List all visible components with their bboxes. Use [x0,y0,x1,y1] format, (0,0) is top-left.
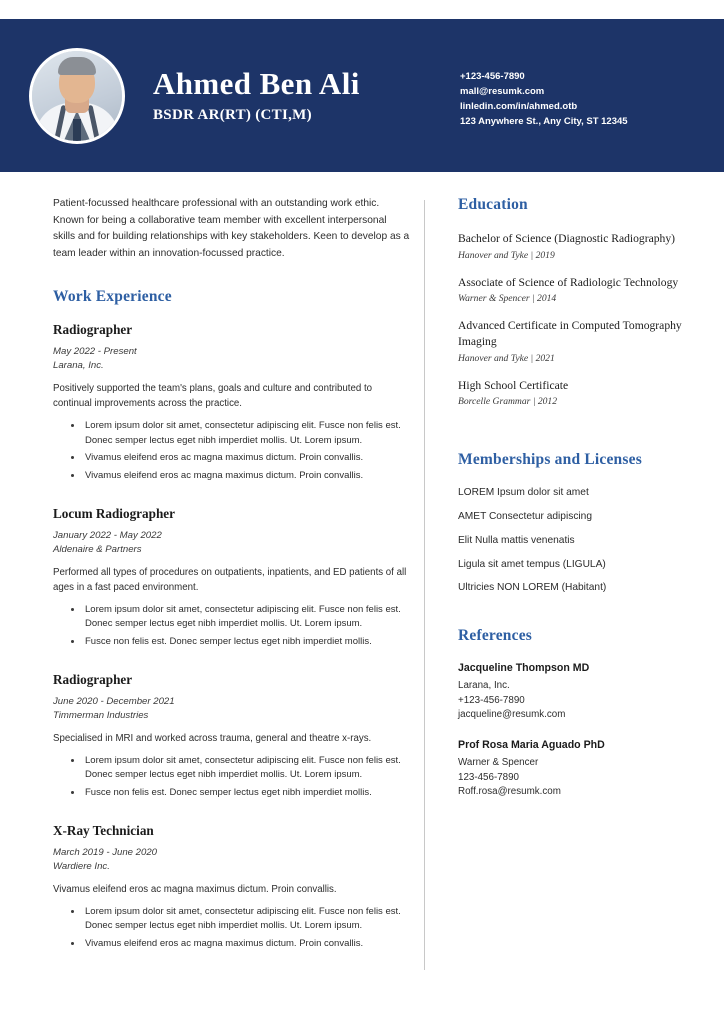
education-degree: Associate of Science of Radiologic Technology [458,275,679,289]
job-organization: Aldenaire & Partners [53,543,142,555]
reference-email[interactable]: Roff.rosa@resumk.com [458,786,561,798]
list-item: Elit Nulla mattis venenatis [458,534,575,546]
job-organization: Larana, Inc. [53,359,104,371]
education-meta: Warner & Spencer | 2014 [458,293,557,305]
experience-item [53,322,410,484]
education-item [458,275,700,305]
reference-item [458,662,700,723]
education-item [458,318,700,363]
reference-phone: 123-456-7890 [458,771,520,783]
work-experience-heading: Work Experience [53,288,172,306]
reference-phone: +123-456-7890 [458,694,525,706]
resume-body [0,196,724,970]
right-column [425,196,724,970]
reference-item [458,739,700,800]
job-bullets [53,603,410,650]
contact-linkedin[interactable]: linledin.com/in/ahmed.otb [460,100,578,112]
references-heading: References [458,627,533,645]
education-item [458,231,700,261]
list-item: LOREM Ipsum dolor sit amet [458,487,589,499]
memberships-heading: Memberships and Licenses [458,451,642,469]
memberships-list [458,486,700,595]
list-item: Lorem ipsum dolor sit amet, consectetur adipiscing elit. Fusce non felis est. Donec semper lectus eget nibh imperdiet mollis. Ut. Lorem ipsum. [71,603,410,632]
job-title: Radiographer [53,671,133,687]
job-organization: Timmerman Industries [53,709,149,721]
contact-address: 123 Anywhere St., Any City, ST 12345 [460,115,628,127]
job-description: Performed all types of procedures on outpatients, inpatients, and ED patients of all ages in a fast paced environment. [53,566,407,593]
list-item: Ultricies NON LOREM (Habitant) [458,582,607,594]
experience-item [53,506,410,650]
name-block [153,67,460,123]
list-item: Vivamus eleifend eros ac magna maximus dictum. Proin convallis. [71,469,410,484]
avatar-tie [73,119,81,141]
spacer [458,421,700,451]
list-item: Lorem ipsum dolor sit amet, consectetur adipiscing elit. Fusce non felis est. Donec semper lectus eget nibh imperdiet mollis. Ut. Lorem ipsum. [71,419,410,448]
spacer [458,605,700,627]
contact-phone: +123-456-7890 [460,70,525,82]
education-degree: High School Certificate [458,378,569,392]
job-bullets [53,754,410,801]
avatar [29,48,125,144]
job-title: Locum Radiographer [53,505,175,521]
list-item: Ligula sit amet tempus (LIGULA) [458,558,606,570]
education-meta: Hanover and Tyke | 2019 [458,249,555,261]
experience-item [53,823,410,952]
education-degree: Advanced Certificate in Computed Tomography Imaging [458,319,682,348]
reference-organization: Larana, Inc. [458,680,510,692]
avatar-hair [58,57,96,75]
education-meta: Borcelle Grammar | 2012 [458,396,558,408]
job-description: Vivamus eleifend eros ac magna maximus dictum. Proin convallis. [53,883,337,895]
education-degree: Bachelor of Science (Diagnostic Radiography) [458,232,675,245]
education-meta: Hanover and Tyke | 2021 [458,352,555,364]
job-description: Specialised in MRI and worked across trauma, general and theatre x-rays. [53,732,372,744]
list-item: Lorem ipsum dolor sit amet, consectetur adipiscing elit. Fusce non felis est. Donec semper lectus eget nibh imperdiet mollis. Ut. Lorem ipsum. [71,754,410,783]
left-column [0,196,424,970]
list-item: Vivamus eleifend eros ac magna maximus dictum. Proin convallis. [71,451,410,466]
job-organization: Wardiere Inc. [53,860,110,872]
job-description: Positively supported the team's plans, goals and culture and contributed to continual improvements across the practice. [53,382,373,409]
job-title: Radiographer [53,322,133,338]
education-heading: Education [458,196,528,213]
list-item: Vivamus eleifend eros ac magna maximus dictum. Proin convallis. [71,937,410,952]
job-bullets [53,419,410,484]
contact-email: mall@resumk.com [460,85,545,97]
job-title: X-Ray Technician [53,822,154,838]
job-dates: May 2022 - Present [53,346,137,358]
education-item [458,378,700,408]
list-item: Fusce non felis est. Donec semper lectus eget nibh imperdiet mollis. [71,635,410,650]
professional-summary: Patient-focussed healthcare professional with an outstanding work ethic. Known for being a collaborative team member with excellent interpersonal skills and for building relationships with key stakeholders. Keen to develop as a team leader within an innovation-focussed practice. [53,198,410,259]
professional-credentials: BSDR AR(RT) (CTI,M) [153,106,312,123]
list-item: Lorem ipsum dolor sit amet, consectetur adipiscing elit. Fusce non felis est. Donec semper lectus eget nibh imperdiet mollis. Ut. Lorem ipsum. [71,905,410,934]
resume-header [0,19,724,172]
job-bullets [53,905,410,952]
reference-name: Jacqueline Thompson MD [458,662,590,675]
experience-item [53,672,410,801]
reference-name: Prof Rosa Maria Aguado PhD [458,739,605,752]
list-item: AMET Consectetur adipiscing [458,510,593,522]
job-dates: June 2020 - December 2021 [53,695,175,707]
page-title: Ahmed Ben Ali [153,66,360,102]
list-item: Fusce non felis est. Donec semper lectus eget nibh imperdiet mollis. [71,786,410,801]
reference-organization: Warner & Spencer [458,757,539,769]
job-dates: January 2022 - May 2022 [53,529,162,541]
job-dates: March 2019 - June 2020 [53,846,157,858]
reference-email[interactable]: jacqueline@resumk.com [458,709,566,721]
contact-block [460,63,710,129]
